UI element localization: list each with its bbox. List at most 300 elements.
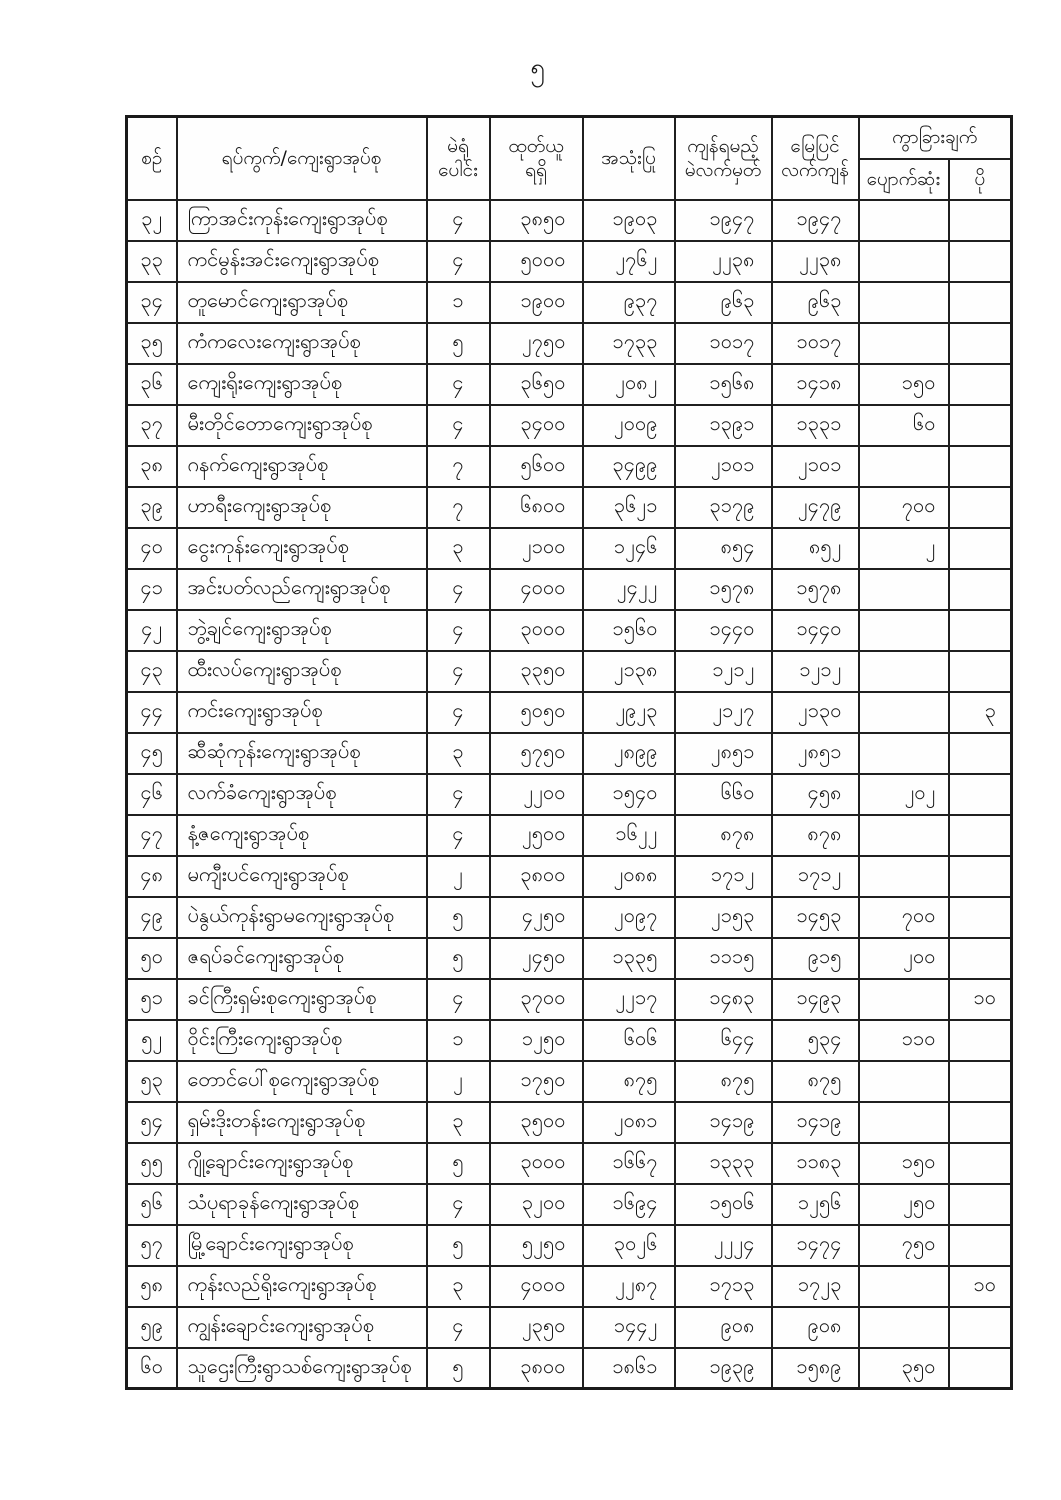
table-header [127,117,1012,200]
cell-should_remain: ၁၄၈၃ [675,979,772,1020]
cell-stations: ၃ [427,528,490,569]
cell-received: ၂၄၅၀ [490,938,583,979]
cell-ground_remain: ၈၅၂ [772,528,859,569]
cell-should_remain: ၆၆၀ [675,774,772,815]
cell-serial: ၄၁ [127,569,177,610]
page-number: ၅ [530,53,545,83]
cell-received: ၂၇၅၀ [490,323,583,364]
cell-ground_remain: ၁၂၅၆ [772,1184,859,1225]
cell-should_remain: ၂၈၅၁ [675,733,772,774]
cell-missing: ၇၀၀ [859,487,949,528]
cell-name: ဟာရီးကျေးရွာအုပ်စု [177,487,427,528]
cell-ground_remain: ၁၄၉၃ [772,979,859,1020]
cell-used: ၂၄၂၂ [583,569,675,610]
cell-extra [949,1143,1012,1184]
cell-received: ၃၂၀၀ [490,1184,583,1225]
cell-extra [949,200,1012,241]
cell-received: ၃၃၅၀ [490,651,583,692]
cell-extra [949,1225,1012,1266]
cell-ground_remain: ၁၄၅၃ [772,897,859,938]
cell-extra: ၃ [949,692,1012,733]
cell-serial: ၄၆ [127,774,177,815]
cell-missing: ၆၀ [859,405,949,446]
cell-name: ဆီဆုံကုန်းကျေးရွာအုပ်စု [177,733,427,774]
cell-extra [949,1020,1012,1061]
cell-stations: ၇ [427,487,490,528]
cell-missing: ၁၁၀ [859,1020,949,1061]
table-row [127,733,1012,774]
cell-stations: ၂ [427,856,490,897]
cell-ground_remain: ၈၇၅ [772,1061,859,1102]
table-row [127,856,1012,897]
cell-missing [859,733,949,774]
table-row [127,692,1012,733]
cell-name: ခင်ကြီးရှမ်းစုကျေးရွာအုပ်စု [177,979,427,1020]
cell-used: ၁၅၄၀ [583,774,675,815]
cell-used: ၁၅၆၀ [583,610,675,651]
cell-stations: ၄ [427,200,490,241]
cell-name: ကင်းကျေးရွာအုပ်စု [177,692,427,733]
col-header-should-remain-line1: ကျန်ရမည့် [687,134,759,157]
cell-used: ၂၇၆၂ [583,241,675,282]
cell-stations: ၃ [427,733,490,774]
cell-name: ရှမ်းဒိုးတန်းကျေးရွာအုပ်စု [177,1102,427,1143]
cell-ground_remain: ၁၁၈၃ [772,1143,859,1184]
cell-name: ကျွန်းချောင်းကျေးရွာအုပ်စု [177,1307,427,1348]
cell-should_remain: ၁၄၁၉ [675,1102,772,1143]
cell-ground_remain: ၂၁၀၁ [772,446,859,487]
cell-stations: ၄ [427,692,490,733]
cell-used: ၂၀၈၂ [583,364,675,405]
col-header-received [490,117,583,200]
table-row [127,610,1012,651]
cell-should_remain: ၂၂၃၈ [675,241,772,282]
cell-received: ၃၆၅၀ [490,364,583,405]
table-body [127,200,1012,1389]
table-row [127,282,1012,323]
cell-stations: ၅ [427,323,490,364]
cell-missing [859,610,949,651]
cell-missing [859,1102,949,1143]
cell-name: ကင်မွန်းအင်းကျေးရွာအုပ်စု [177,241,427,282]
cell-extra [949,241,1012,282]
cell-name: မကျီးပင်ကျေးရွာအုပ်စု [177,856,427,897]
col-header-ward-village: ရပ်ကွက်/ကျေးရွာအုပ်စု [177,117,427,200]
table-row [127,1061,1012,1102]
cell-extra [949,651,1012,692]
cell-name: အင်းပတ်လည်ကျေးရွာအုပ်စု [177,569,427,610]
cell-serial: ၄၂ [127,610,177,651]
table-row [127,323,1012,364]
cell-serial: ၆၀ [127,1348,177,1389]
cell-serial: ၄၃ [127,651,177,692]
table-row [127,487,1012,528]
cell-serial: ၅၆ [127,1184,177,1225]
cell-missing [859,979,949,1020]
cell-should_remain: ၈၇၈ [675,815,772,856]
cell-stations: ၇ [427,446,490,487]
cell-should_remain: ၁၅၇၈ [675,569,772,610]
cell-received: ၃၀၀၀ [490,1143,583,1184]
cell-used: ၁၄၄၂ [583,1307,675,1348]
cell-extra [949,323,1012,364]
cell-received: ၃၈၀၀ [490,856,583,897]
cell-stations: ၅ [427,1348,490,1389]
table-row [127,405,1012,446]
cell-name: ငွေးကုန်းကျေးရွာအုပ်စု [177,528,427,569]
table-row [127,1143,1012,1184]
cell-used: ၂၀၈၈ [583,856,675,897]
cell-missing [859,282,949,323]
cell-received: ၃၈၅၀ [490,200,583,241]
cell-missing [859,856,949,897]
cell-ground_remain: ၂၂၃၈ [772,241,859,282]
cell-received: ၂၂၀၀ [490,774,583,815]
cell-name: ပဲနွယ်ကုန်းရွာမကျေးရွာအုပ်စု [177,897,427,938]
cell-used: ၁၃၃၅ [583,938,675,979]
cell-received: ၄၂၅၀ [490,897,583,938]
cell-extra [949,1307,1012,1348]
cell-stations: ၄ [427,241,490,282]
cell-name: ဘွဲ့ချင်ကျေးရွာအုပ်စု [177,610,427,651]
col-header-polling-stations-line2: ပေါင်း [438,159,478,182]
cell-ground_remain: ၄၅၈ [772,774,859,815]
cell-missing [859,446,949,487]
col-header-ground-remain-line1: မြေပြင် [790,134,840,157]
cell-missing [859,815,949,856]
cell-received: ၃၀၀၀ [490,610,583,651]
cell-should_remain: ၁၅၀၆ [675,1184,772,1225]
cell-extra [949,733,1012,774]
cell-used: ၁၂၄၆ [583,528,675,569]
table-row [127,815,1012,856]
cell-ground_remain: ၁၂၁၂ [772,651,859,692]
cell-ground_remain: ၁၅၈၉ [772,1348,859,1389]
cell-used: ၃၆၂၁ [583,487,675,528]
cell-serial: ၃၂ [127,200,177,241]
cell-name: သံပုရာခုန်ကျေးရွာအုပ်စု [177,1184,427,1225]
cell-used: ၂၀၀၉ [583,405,675,446]
cell-extra [949,1102,1012,1143]
col-header-received-line1: ထုတ်ယူ [508,134,564,157]
cell-used: ၃၀၂၆ [583,1225,675,1266]
cell-stations: ၃ [427,1102,490,1143]
cell-missing [859,1266,949,1307]
cell-ground_remain: ၂၁၃၀ [772,692,859,733]
cell-used: ၁၉၀၃ [583,200,675,241]
cell-should_remain: ၁၅၆၈ [675,364,772,405]
table-row [127,1102,1012,1143]
cell-used: ၁၇၃၃ [583,323,675,364]
cell-ground_remain: ၉၀၈ [772,1307,859,1348]
cell-received: ၆၈၀၀ [490,487,583,528]
cell-used: ၁၆၂၂ [583,815,675,856]
cell-extra [949,1184,1012,1225]
cell-extra: ၁၀ [949,979,1012,1020]
cell-extra [949,774,1012,815]
cell-used: ၁၈၆၁ [583,1348,675,1389]
col-header-should-remain-line2: မဲလက်မှတ် [684,159,762,182]
table-row [127,1266,1012,1307]
cell-received: ၃၇၀၀ [490,979,583,1020]
cell-serial: ၅၃ [127,1061,177,1102]
table-row [127,1225,1012,1266]
col-header-ground-remain [772,117,859,200]
cell-extra [949,405,1012,446]
cell-ground_remain: ၈၇၈ [772,815,859,856]
cell-name: လက်ခံကျေးရွာအုပ်စု [177,774,427,815]
cell-received: ၅၇၅၀ [490,733,583,774]
cell-used: ၂၂၁၇ [583,979,675,1020]
cell-serial: ၅၄ [127,1102,177,1143]
cell-used: ၈၇၅ [583,1061,675,1102]
cell-used: ၂၂၈၇ [583,1266,675,1307]
cell-serial: ၃၈ [127,446,177,487]
cell-received: ၄၀၀၀ [490,1266,583,1307]
table-row [127,528,1012,569]
table-row [127,774,1012,815]
col-header-polling-stations [427,117,490,200]
cell-received: ၅၀၀၀ [490,241,583,282]
cell-received: ၂၁၀၀ [490,528,583,569]
cell-extra [949,364,1012,405]
cell-used: ၂၁၃၈ [583,651,675,692]
cell-stations: ၄ [427,1184,490,1225]
cell-serial: ၄၈ [127,856,177,897]
cell-extra [949,856,1012,897]
cell-should_remain: ၁၃၃၃ [675,1143,772,1184]
cell-missing [859,1061,949,1102]
cell-serial: ၃၄ [127,282,177,323]
cell-used: ၂၀၈၁ [583,1102,675,1143]
cell-serial: ၃၉ [127,487,177,528]
cell-name: ထီးလပ်ကျေးရွာအုပ်စု [177,651,427,692]
cell-serial: ၅၉ [127,1307,177,1348]
table-row [127,1307,1012,1348]
cell-name: ကျေးရိုးကျေးရွာအုပ်စု [177,364,427,405]
cell-should_remain: ၂၁၂၇ [675,692,772,733]
cell-serial: ၅၇ [127,1225,177,1266]
cell-stations: ၁ [427,1020,490,1061]
cell-should_remain: ၈၅၄ [675,528,772,569]
cell-extra [949,487,1012,528]
cell-ground_remain: ၉၆၃ [772,282,859,323]
table-row [127,1020,1012,1061]
cell-ground_remain: ၁၇၂၃ [772,1266,859,1307]
col-header-missing: ပျောက်ဆုံး [859,159,949,200]
cell-should_remain: ၈၇၅ [675,1061,772,1102]
cell-name: ဂျို့ချောင်းကျေးရွာအုပ်စု [177,1143,427,1184]
table-row [127,446,1012,487]
cell-missing: ၂၅၀ [859,1184,949,1225]
cell-ground_remain: ၁၃၃၁ [772,405,859,446]
table-row [127,897,1012,938]
cell-name: ကုန်းလည်ရိုးကျေးရွာအုပ်စု [177,1266,427,1307]
cell-serial: ၅၂ [127,1020,177,1061]
cell-extra [949,282,1012,323]
cell-stations: ၅ [427,1225,490,1266]
cell-extra: ၁၀ [949,1266,1012,1307]
cell-name: တောင်ပေါ်စုကျေးရွာအုပ်စု [177,1061,427,1102]
cell-used: ၂၀၉၇ [583,897,675,938]
table-row [127,938,1012,979]
cell-received: ၃၈၀၀ [490,1348,583,1389]
cell-stations: ၄ [427,774,490,815]
cell-stations: ၁ [427,282,490,323]
cell-stations: ၅ [427,1143,490,1184]
cell-received: ၅၂၅၀ [490,1225,583,1266]
cell-stations: ၃ [427,1266,490,1307]
table-row [127,241,1012,282]
cell-name: ကံကလေးကျေးရွာအုပ်စု [177,323,427,364]
cell-should_remain: ၃၁၇၉ [675,487,772,528]
cell-missing: ၇၅၀ [859,1225,949,1266]
cell-extra [949,1061,1012,1102]
cell-missing: ၃၅၀ [859,1348,949,1389]
col-header-difference: ကွာခြားချက် [859,117,1012,159]
cell-should_remain: ၁၀၁၇ [675,323,772,364]
cell-extra [949,610,1012,651]
cell-should_remain: ၁၄၄၀ [675,610,772,651]
cell-serial: ၄၄ [127,692,177,733]
cell-should_remain: ၁၇၁၃ [675,1266,772,1307]
cell-used: ၂၉၂၃ [583,692,675,733]
cell-name: ဇရပ်ခင်ကျေးရွာအုပ်စု [177,938,427,979]
col-header-extra: ပို [949,159,1012,200]
cell-should_remain: ၂၂၂၄ [675,1225,772,1266]
cell-should_remain: ၁၃၉၁ [675,405,772,446]
cell-extra [949,569,1012,610]
cell-ground_remain: ၂၈၅၁ [772,733,859,774]
cell-ground_remain: ၁၄၄၀ [772,610,859,651]
col-header-polling-stations-line1: မဲရုံ [447,134,469,157]
cell-used: ၉၃၇ [583,282,675,323]
cell-extra [949,897,1012,938]
cell-should_remain: ၂၁၅၃ [675,897,772,938]
cell-used: ၃၄၉၉ [583,446,675,487]
cell-should_remain: ၁၉၃၉ [675,1348,772,1389]
cell-extra [949,815,1012,856]
cell-stations: ၂ [427,1061,490,1102]
cell-name: မြို့ချောင်းကျေးရွာအုပ်စု [177,1225,427,1266]
cell-stations: ၅ [427,897,490,938]
cell-received: ၅၀၅၀ [490,692,583,733]
cell-should_remain: ၉၀၈ [675,1307,772,1348]
cell-stations: ၄ [427,651,490,692]
cell-should_remain: ၁၇၁၂ [675,856,772,897]
cell-ground_remain: ၁၄၁၈ [772,364,859,405]
cell-name: နံ့ဇကျေးရွာအုပ်စု [177,815,427,856]
cell-used: ၁၆၉၄ [583,1184,675,1225]
cell-serial: ၃၃ [127,241,177,282]
cell-name: မီးတိုင်တောကျေးရွာအုပ်စု [177,405,427,446]
cell-serial: ၃၅ [127,323,177,364]
table-row [127,200,1012,241]
col-header-used: အသုံးပြု [583,117,675,200]
cell-received: ၂၃၅၀ [490,1307,583,1348]
cell-name: ဝိုင်းကြီးကျေးရွာအုပ်စု [177,1020,427,1061]
cell-should_remain: ၁၁၁၅ [675,938,772,979]
cell-serial: ၄၅ [127,733,177,774]
cell-received: ၁၂၅၀ [490,1020,583,1061]
cell-should_remain: ၂၁၀၁ [675,446,772,487]
cell-received: ၅၆၀၀ [490,446,583,487]
cell-serial: ၄၀ [127,528,177,569]
cell-used: ၂၈၉၉ [583,733,675,774]
cell-serial: ၅၅ [127,1143,177,1184]
cell-ground_remain: ၉၁၅ [772,938,859,979]
cell-ground_remain: ၁၉၄၇ [772,200,859,241]
cell-missing [859,692,949,733]
cell-name: သူဌေးကြီးရွာသစ်ကျေးရွာအုပ်စု [177,1348,427,1389]
cell-received: ၄၀၀၀ [490,569,583,610]
cell-ground_remain: ၁၅၇၈ [772,569,859,610]
cell-extra [949,446,1012,487]
cell-should_remain: ၁၉၄၇ [675,200,772,241]
cell-stations: ၄ [427,364,490,405]
cell-used: ၆၀၆ [583,1020,675,1061]
cell-stations: ၄ [427,815,490,856]
cell-extra [949,528,1012,569]
cell-ground_remain: ၁၀၁၇ [772,323,859,364]
col-header-should-remain [675,117,772,200]
cell-name: တူမောင်ကျေးရွာအုပ်စု [177,282,427,323]
cell-received: ၃၄၀၀ [490,405,583,446]
table-row [127,569,1012,610]
cell-ground_remain: ၂၄၇၉ [772,487,859,528]
cell-missing: ၁၅၀ [859,1143,949,1184]
col-header-serial: စဉ် [127,117,177,200]
cell-ground_remain: ၁၇၁၂ [772,856,859,897]
cell-missing [859,1307,949,1348]
cell-stations: ၄ [427,610,490,651]
cell-extra [949,1348,1012,1389]
cell-missing: ၂ [859,528,949,569]
cell-ground_remain: ၁၄၁၉ [772,1102,859,1143]
col-header-received-line2: ရရှိ [525,159,547,182]
cell-stations: ၄ [427,1307,490,1348]
cell-serial: ၃၆ [127,364,177,405]
cell-ground_remain: ၅၃၄ [772,1020,859,1061]
table-row [127,1184,1012,1225]
cell-serial: ၅၈ [127,1266,177,1307]
cell-received: ၃၅၀၀ [490,1102,583,1143]
cell-serial: ၃၇ [127,405,177,446]
cell-name: ဂနက်ကျေးရွာအုပ်စု [177,446,427,487]
table-row [127,1348,1012,1389]
cell-name: ကြာအင်းကုန်းကျေးရွာအုပ်စု [177,200,427,241]
cell-stations: ၄ [427,979,490,1020]
cell-missing: ၇၀၀ [859,897,949,938]
cell-should_remain: ၆၄၄ [675,1020,772,1061]
cell-missing: ၂၀၂ [859,774,949,815]
cell-received: ၂၅၀၀ [490,815,583,856]
cell-missing [859,200,949,241]
cell-serial: ၄၇ [127,815,177,856]
cell-stations: ၅ [427,938,490,979]
col-header-ground-remain-line2: လက်ကျန် [781,159,849,182]
cell-should_remain: ၉၆၃ [675,282,772,323]
cell-should_remain: ၁၂၁၂ [675,651,772,692]
cell-missing [859,651,949,692]
cell-serial: ၅၁ [127,979,177,1020]
table-row [127,364,1012,405]
cell-missing [859,241,949,282]
cell-received: ၁၇၅၀ [490,1061,583,1102]
ballot-accounting-table [125,115,1013,1390]
table-row [127,651,1012,692]
cell-stations: ၄ [427,569,490,610]
